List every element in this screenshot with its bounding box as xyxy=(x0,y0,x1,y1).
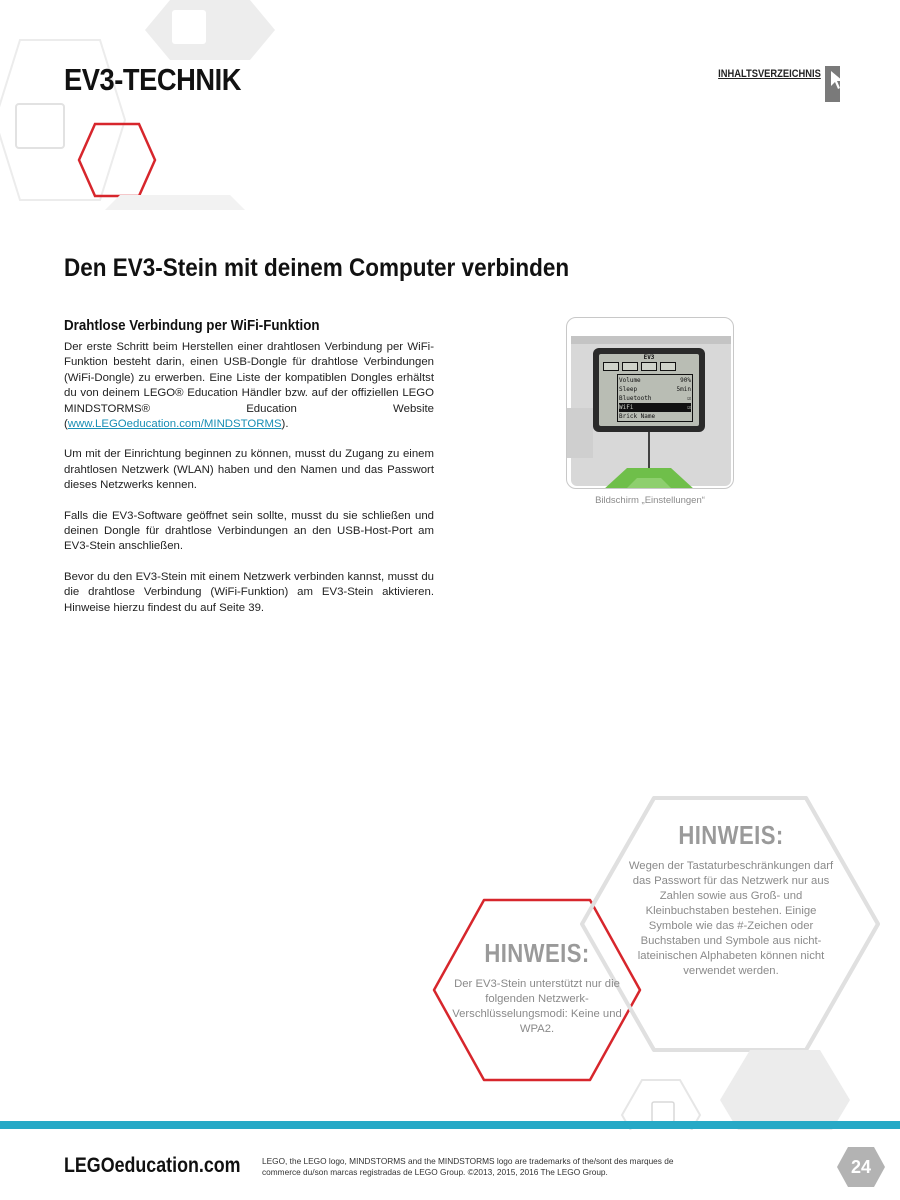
settings-list xyxy=(617,374,693,422)
screen-tabs xyxy=(599,362,699,372)
toc-label[interactable]: INHALTSVERZEICHNIS xyxy=(718,68,821,80)
cursor-arrow-icon[interactable] xyxy=(825,66,840,102)
settings-row-selected: WiFi ☑ xyxy=(619,404,691,411)
note-title: HINWEIS: xyxy=(678,820,784,850)
page-number-badge xyxy=(836,1145,886,1189)
ev3-settings-screen-image xyxy=(566,317,734,489)
paragraph-2: Um mit der Einrichtung beginnen zu können, musst du Zugang zu einem drahtlosen Netzwerk (WLAN) haben und den Namen und das Passwort dieses Netzwerks kennen. xyxy=(64,448,434,492)
apps-tab-icon xyxy=(641,362,657,371)
table-of-contents-link[interactable] xyxy=(700,66,840,102)
paragraph-3: Falls die EV3-Software geöffnet sein sollte, musst du sie schließen und deinen Dongle für drahtlose Verbindungen an den USB-Host-Port am EV3-Stein anschließen. xyxy=(64,509,434,553)
lego-education-website-link[interactable]: www.LEGOeducation.com/MINDSTORMS xyxy=(67,418,282,431)
footer-logo[interactable]: LEGOeducation.com xyxy=(64,1154,241,1177)
paragraph-1: Der erste Schritt beim Herstellen einer drahtlosen Verbindung per WiFi-Funktion besteht darin, einen USB-Dongle für drahtlose Verbindungen (WiFi-Dongle) zu erwerben. Eine Liste der kompatiblen Dongles erhältst du von deinem LEGO® Education Händler bzw. auf der offiziellen LEGO MINDSTORMS® Education Website (www.LEGOeducation.com/MINDSTORMS). xyxy=(64,341,434,431)
run-tab-icon xyxy=(603,362,619,371)
decorative-hexagon-pattern-top xyxy=(0,0,300,210)
screen-top-label: EV3 xyxy=(643,354,655,361)
note-title: HINWEIS: xyxy=(484,938,590,968)
figure-caption: Bildschirm „Einstellungen“ xyxy=(595,495,705,506)
file-tab-icon xyxy=(622,362,638,371)
section-title: Den EV3-Stein mit deinem Computer verbinden xyxy=(64,254,570,282)
settings-row: Bluetooth ☑ xyxy=(619,395,691,402)
subsection-title: Drahtlose Verbindung per WiFi-Funktion xyxy=(64,318,320,334)
footer-divider-bar xyxy=(0,1121,900,1129)
note-text: Wegen der Tastaturbeschränkungen darf das Passwort für das Netzwerk nur aus Zahlen sowie aus Groß- und Kleinbuchstaben bestehen. Einige Symbole wie das #-Zeichen oder Buchstaben und Symbole aus nicht-lateinischen Alphabeten können nicht verwendet werden. xyxy=(628,860,834,977)
note-encryption-modes xyxy=(452,938,622,1037)
body-text xyxy=(64,340,434,631)
wrench-tab-icon xyxy=(660,362,676,371)
ev3-screen-content xyxy=(599,354,699,426)
note-password-restrictions xyxy=(626,820,836,979)
settings-row: Volume 90% xyxy=(619,377,691,384)
note-text: Der EV3-Stein unterstützt nur die folgenden Netzwerk-Verschlüsselungsmodi: Keine und WPA2. xyxy=(452,978,622,1035)
decorative-hexagon-pattern-bottom xyxy=(620,1040,850,1130)
paragraph-4: Bevor du den EV3-Stein mit einem Netzwerk verbinden kannst, musst du die drahtlose Verbindung (WiFi-Funktion) am EV3-Stein aktivieren. Hinweise hierzu findest du auf Seite 39. xyxy=(64,570,434,614)
page-number: 24 xyxy=(850,1156,872,1177)
settings-row: Sleep 5min xyxy=(619,386,691,393)
footer-legal-text: LEGO, the LEGO logo, MINDSTORMS and the MINDSTORMS logo are trademarks of the/sont des marques de commerce du/son marcas registradas de LEGO Group. ©2013, 2015, 2016 The LEGO Group. xyxy=(262,1156,674,1177)
settings-row: Brick Name xyxy=(619,413,656,420)
chapter-title: EV3-TECHNIK xyxy=(64,62,242,97)
